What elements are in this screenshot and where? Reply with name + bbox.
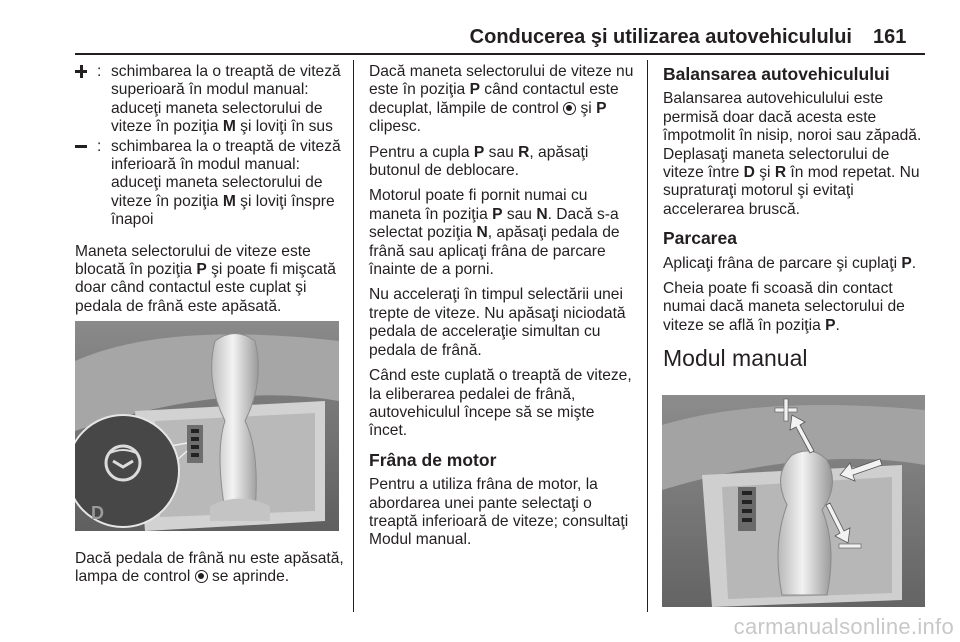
- paragraph: Pentru a cupla P sau R, apăsaţi butonul de deblocare.: [369, 143, 589, 180]
- selector-lever-illustration: [75, 321, 339, 531]
- svg-text:D: D: [91, 503, 104, 523]
- figure-manual-mode: [662, 395, 925, 607]
- minus-icon: [75, 138, 97, 156]
- column-1: [75, 63, 345, 323]
- column-3: [663, 63, 928, 378]
- watermark: carmanualsonline.info: [733, 614, 954, 639]
- definition-colon: :: [97, 63, 102, 80]
- definition-plus: [75, 63, 345, 137]
- section-heading-balance: Balansarea autovehiculului: [663, 64, 890, 84]
- column-divider: [353, 60, 354, 612]
- section-heading-engine-brake: Frâna de motor: [369, 449, 497, 470]
- paragraph: Cheia poate fi scoasă din contact numai dacă maneta selectorului de viteze se află în poziţia P.: [663, 280, 905, 334]
- paragraph: Balansarea autovehiculului este permisă doar dacă acesta este împotmolit în nisip, noroi sau zăpadă. Deplasaţi maneta selectorului de viteze între D şi R în mod repetat. Nu supraturaţi motorul şi evitaţi accelerarea bruscă.: [663, 90, 922, 218]
- paragraph: Nu acceleraţi în timpul selectării unei trepte de viteze. Nu apăsaţi niciodată pedala de acceleraţie simultan cu pedala de frână.: [369, 286, 626, 359]
- section-heading-parking: Parcarea: [663, 228, 737, 249]
- paragraph: Aplicaţi frâna de parcare şi cuplaţi P.: [663, 254, 917, 272]
- header-rule: [75, 53, 925, 55]
- page-number: 161: [873, 26, 907, 48]
- brake-warning-lamp-icon: [195, 570, 208, 583]
- page-header: [0, 0, 960, 56]
- brake-warning-lamp-icon: [563, 102, 576, 115]
- definition-text: schimbarea la o treaptă de viteză inferioară în modul manual: aduceţi maneta selectorului de viteze în poziţia M şi loviţi înspre înapoi: [111, 137, 341, 229]
- section-heading-manual-mode: Modul manual: [663, 345, 808, 372]
- definition-text: schimbarea la o treaptă de viteză superioară în modul manual: aduceţi maneta selectorului de viteze în poziţia M şi loviţi în sus: [111, 63, 341, 136]
- paragraph: Pentru a utiliza frâna de motor, la abordarea unei pante selectaţi o treaptă inferioară de viteze; consultaţi Modul manual.: [369, 476, 629, 549]
- definition-colon: :: [97, 137, 102, 155]
- plus-icon: [75, 63, 97, 81]
- paragraph: Dacă maneta selectorului de viteze nu este în poziţia P când contactul este decuplat, lămpile de control şi P clipesc.: [369, 63, 634, 136]
- paragraph: Maneta selectorului de viteze este blocată în poziţia P şi poate fi mişcată doar când contactul este cuplat şi pedala de frână este apăsată.: [75, 242, 336, 315]
- manual-mode-illustration: [662, 395, 925, 607]
- paragraph: Motorul poate fi pornit numai cu maneta în poziţia P sau N. Dacă s-a selectat poziţia N, apăsaţi pedala de frână sau aplicaţi frâna de parcare înainte de a porni.: [369, 187, 620, 279]
- paragraph: Când este cuplată o treaptă de viteze, la eliberarea pedalei de frână, autovehiculul începe să se mişte încet.: [369, 367, 632, 440]
- column-1-bottom: [75, 550, 345, 594]
- paragraph: Dacă pedala de frână nu este apăsată, lampa de control se aprinde.: [75, 550, 344, 586]
- definition-minus: [75, 138, 345, 230]
- column-2: [369, 63, 635, 557]
- header-title: Conducerea şi utilizarea autovehiculului: [469, 26, 852, 48]
- minus-icon: [839, 544, 861, 548]
- column-divider: [647, 60, 648, 612]
- figure-selector-lever: [75, 321, 339, 531]
